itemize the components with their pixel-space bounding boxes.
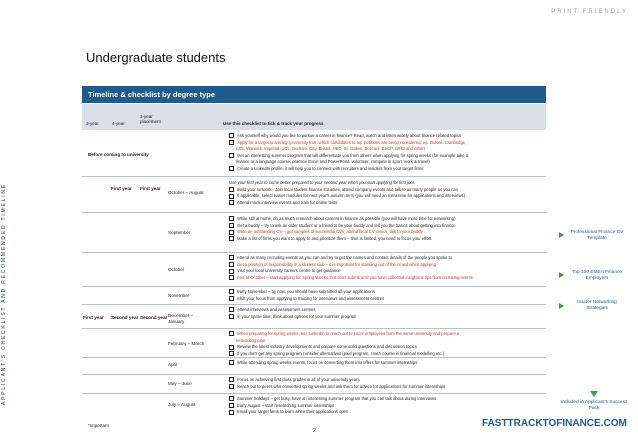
month-october: October — [168, 267, 185, 272]
checklist-text: Shift your focus from applying to training for interviews and assessment centres — [237, 295, 385, 301]
checklist-item — [229, 255, 557, 261]
row-divider — [82, 286, 546, 287]
checklist-item — [229, 314, 557, 320]
row-divider — [82, 357, 546, 358]
footnote-important: *Important — [88, 423, 109, 428]
month-feb-mar: February – March — [168, 341, 205, 346]
checkbox[interactable] — [229, 410, 234, 415]
checklist-text: Get a position of responsibility in a student club – it is important for standing out of the crowd when applying — [237, 261, 437, 267]
checkbox[interactable] — [229, 403, 234, 408]
section-band: Timeline & checklist by degree type — [82, 86, 546, 103]
checklist-text: Get a buddy – try to ask an older student or a friend to be your buddy and tell you the basics about getting into finance — [237, 222, 456, 228]
checkbox[interactable] — [229, 236, 234, 241]
checkbox[interactable] — [229, 331, 234, 336]
checklist-item — [229, 180, 557, 186]
checklist-text: Write an outstanding CV – get samples of successful CVs, attend local CV clinics, talk to your buddy — [237, 229, 423, 235]
checklist-text: LSE, Warwick, Imperial, UCL, Durham, City, Bristol, HEC, St. Gallen, Bocconi, ESCP, WHU and other) — [236, 146, 426, 152]
checklist-item — [229, 236, 557, 242]
checklist-item — [229, 396, 557, 402]
checklist-item — [229, 268, 557, 274]
checklist-text: While attending spring weeks events, focus on converting them into offers for summer internships — [237, 360, 418, 365]
table-header — [82, 104, 546, 130]
checklist-item — [229, 223, 557, 229]
checkbox[interactable] — [229, 153, 234, 158]
checklist-item — [229, 377, 557, 383]
checklist-item — [229, 133, 557, 139]
checklist-item — [229, 344, 557, 350]
checkbox[interactable] — [229, 230, 234, 235]
checklist-text: Make a list of firms you want to apply to and prioritize them – time is limited, you need to focus your effort — [237, 235, 432, 241]
checklist-item — [229, 331, 557, 337]
checkbox[interactable] — [229, 216, 234, 221]
checkbox[interactable] — [229, 269, 234, 274]
month-november: November — [168, 293, 190, 298]
checkbox[interactable] — [229, 223, 234, 228]
page-title: Undergraduate students — [86, 50, 226, 65]
checkbox[interactable] — [229, 187, 234, 192]
checklist-item — [229, 200, 557, 206]
stage-y3-first-2: First year — [83, 315, 104, 320]
checkbox[interactable] — [229, 133, 234, 138]
brand-logo: FASTTRACKTOFINANCE.COM — [482, 418, 627, 429]
checklist-item — [229, 360, 557, 366]
page-number: 2 — [313, 428, 316, 434]
checklist-item — [229, 289, 557, 295]
checklist-text: Visit your local university careers centre to get guidance — [237, 268, 341, 274]
month-jul-aug: July – August — [168, 402, 196, 407]
checklist-item — [229, 159, 564, 165]
checkbox[interactable] — [229, 255, 234, 260]
checklist-item — [229, 409, 557, 415]
checklist-text: Attend mock interview events and train for online tests — [237, 199, 338, 205]
row-divider — [82, 393, 546, 394]
annotation-top-employers[interactable]: Top 100 EMEA Finance Employers — [571, 270, 623, 282]
checklist-text: Attend as many recruiting events as you can and try to get the names and contact details of the people you spoke to — [237, 255, 453, 260]
checklist-text: End of October – start applying for Spring Weeks, but don't submit until you have collected insights & tips from recruiting events — [237, 274, 473, 280]
checklist-item — [229, 351, 557, 357]
checkbox[interactable] — [229, 377, 234, 382]
side-label: APPLICANT'S CHECKLIST AND RECOMMENDED TIMELINE — [1, 183, 7, 405]
checkbox[interactable] — [229, 360, 234, 365]
checklist-item — [229, 140, 557, 146]
checkbox[interactable] — [229, 140, 234, 145]
arrow-down-icon — [590, 391, 598, 397]
checkbox[interactable] — [229, 166, 234, 171]
checkbox[interactable] — [229, 296, 234, 301]
checklist-item — [229, 275, 557, 281]
checklist-text: While still at home, do as much research about careers in finance as possible (you will have more time for networking) — [237, 216, 456, 221]
checkbox[interactable] — [229, 351, 234, 356]
arrow-icon — [559, 303, 564, 309]
col-3year-placement: 3-year placement — [140, 114, 161, 124]
checkbox[interactable] — [229, 275, 234, 280]
checklist-text: Summer holidays – get busy, have an interesting summer program that you can talk about during interviews — [237, 396, 437, 401]
checklist-item — [229, 229, 557, 235]
checklist-item — [229, 403, 557, 409]
stage-y4-first: First year — [140, 186, 161, 191]
checklist-item — [229, 262, 557, 268]
checklist-text: Review the latest industry developments and prepare some solid questions and discussion topics — [237, 344, 417, 350]
checkbox[interactable] — [229, 289, 234, 294]
checklist-item — [229, 146, 564, 152]
checklist-text: Early November – by now, you should have submitted all your applications — [237, 289, 375, 294]
checklist-text: When preparing for spring weeks, use LinkedIn to reach out to junior employees from the same university and prepare a — [237, 331, 460, 336]
row-divider — [82, 328, 546, 329]
checklist-item — [229, 384, 557, 390]
stage-y3p-second: Second year — [140, 315, 168, 320]
checkbox[interactable] — [229, 396, 234, 401]
checkbox[interactable] — [229, 194, 234, 199]
checklist-item — [229, 296, 557, 302]
stage-before-university: Before coming to university — [88, 152, 149, 157]
col-4year: 4-year — [112, 121, 125, 126]
checkbox[interactable] — [229, 345, 234, 350]
checklist-text: Focus on achieving first class grades in all of your university years — [237, 377, 360, 382]
month-may-jun: May – June — [168, 381, 192, 386]
checklist-text: Create a LinkedIn profile, it will help you to connect with recruiters and insiders from your target firms — [237, 166, 424, 171]
checklist-item — [229, 216, 557, 222]
checklist-text: Attend interviews and assessment centres — [237, 307, 316, 312]
month-dec-jan: December – January — [168, 313, 194, 325]
stage-y4-second: Second year — [111, 315, 139, 320]
checklist-text: Use your first year to come better prepared to your second year when you start applying for first jobs — [229, 180, 415, 185]
checklist-text: In your spare time, think about options for your summer program — [237, 313, 357, 319]
row-divider — [82, 374, 546, 375]
checklist-text: If you don't get any spring program consider alternatives (paid program, crash course in financial modelling etc.) — [237, 350, 445, 356]
month-april: April — [168, 362, 178, 367]
checklist-item — [229, 187, 557, 193]
checkbox[interactable] — [229, 262, 234, 267]
row-divider — [82, 176, 546, 177]
checklist-text: Get an interesting summer program that will differentiate you from others when applying for spring weeks (for example take a — [237, 152, 469, 158]
row-divider — [82, 212, 546, 213]
checklist-item — [229, 307, 557, 313]
checklist-text: Ask yourself why would you like to pursue a career in finance? Read, watch and listen widely about finance related topics — [237, 133, 462, 138]
checklist-item — [229, 153, 557, 159]
checklist-text: finance or a language course, practice Excel and PowerPoint, volunteer, compete in sport, work & travel) — [236, 159, 430, 165]
col-3year: 3-year — [86, 121, 99, 126]
checkbox[interactable] — [229, 200, 234, 205]
row-divider — [82, 304, 546, 305]
checklist-text: networking plan — [236, 337, 266, 343]
annotation-networking[interactable]: Insider Networking Strategies — [577, 300, 617, 312]
arrow-icon — [559, 272, 564, 278]
checklist-item — [229, 193, 557, 199]
month-oct-aug: October – August — [168, 190, 204, 195]
row-divider — [82, 252, 546, 253]
checkbox[interactable] — [229, 307, 234, 312]
arrow-icon — [559, 232, 564, 238]
col-checklist: Use this checklist to tick & track your progress — [223, 121, 324, 126]
month-september: September — [168, 230, 191, 235]
checkbox[interactable] — [229, 314, 234, 319]
checklist-text: Apply for a target university (university from which candidates to top positions are being considered, eg. Oxford, Cambridge, — [237, 139, 467, 145]
checklist-text: Early August – start researching summer internships — [237, 402, 335, 408]
stage-y3-first: First year — [111, 186, 132, 191]
checklist-text: If applicable, select easier modules for next year's autumn term (you will need an extra time for applications and interviews) — [237, 193, 465, 199]
checklist-text: Reach out to peers who converted spring weeks and ask them for advice for applications for summer internships — [237, 383, 446, 389]
checklist-item — [229, 338, 564, 344]
checklist-text: Build your network - Join local student finance societies, attend company events and talk to as many people as you can — [237, 186, 458, 192]
print-friendly-link[interactable]: PRINT FRIENDLY — [551, 9, 628, 15]
annotation-success-pack[interactable]: Included in Applicant's Success Pack — [560, 400, 628, 412]
annotation-cv-template[interactable]: Professional Finance CV Template — [570, 230, 624, 242]
checklist-text: Email your target firms to learn when their applications open — [237, 409, 349, 415]
checkbox[interactable] — [229, 384, 234, 389]
checklist-item — [229, 166, 557, 172]
